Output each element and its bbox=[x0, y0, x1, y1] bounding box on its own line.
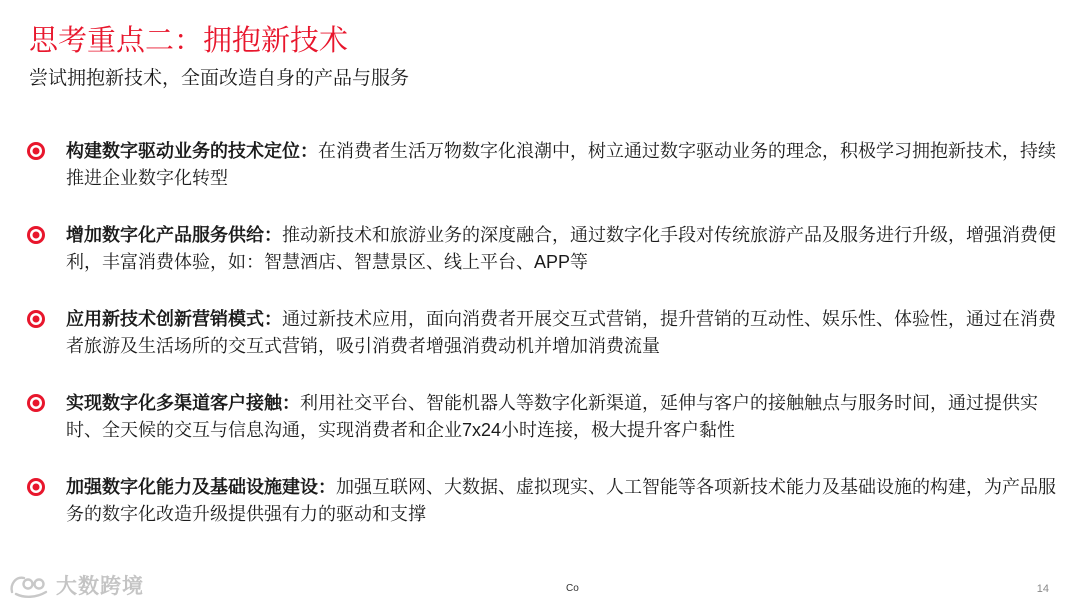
bullet-text: 利用社交平台、智能机器人等数字化新渠道，延伸与客户的接触触点与服务时间，通过提供实时、全天候的交互与信息沟通，实现消费者和企业7x24小时连接，极大提升客户黏性 bbox=[66, 393, 1038, 440]
bullet-heading: 构建数字驱动业务的技术定位： bbox=[66, 141, 318, 161]
page-number: 14 bbox=[1036, 583, 1049, 595]
target-bullet-icon bbox=[26, 477, 46, 497]
bullet-text: 在消费者生活万物数字化浪潮中，树立通过数字驱动业务的理念，积极学习拥抱新技术，持续推进企业数字化转型 bbox=[66, 141, 1056, 188]
footer-center-mark: Co bbox=[566, 583, 579, 594]
target-bullet-icon bbox=[26, 393, 46, 413]
watermark-logo bbox=[8, 570, 144, 600]
target-bullet-icon bbox=[26, 141, 46, 161]
bullet-text: 通过新技术应用，面向消费者开展交互式营销，提升营销的互动性、娱乐性、体验性，通过在消费者旅游及生活场所的交互式营销，吸引消费者增强消费动机并增加消费流量 bbox=[66, 309, 1056, 356]
bullet-text: 加强互联网、大数据、虚拟现实、人工智能等各项新技术能力及基础设施的构建，为产品服务的数字化改造升级提供强有力的驱动和支撑 bbox=[66, 477, 1056, 524]
watermark-logo-text: 大数跨境 bbox=[56, 575, 144, 598]
list-item bbox=[26, 390, 1056, 474]
bullet-heading: 增加数字化产品服务供给： bbox=[66, 225, 282, 245]
list-item bbox=[26, 306, 1056, 390]
target-bullet-icon bbox=[26, 225, 46, 245]
list-item bbox=[26, 138, 1056, 222]
watermark-logo-icon bbox=[8, 570, 50, 600]
bullet-heading: 实现数字化多渠道客户接触： bbox=[66, 393, 300, 413]
target-bullet-icon bbox=[26, 309, 46, 329]
list-item bbox=[26, 474, 1056, 558]
bullet-list bbox=[26, 138, 1056, 558]
bullet-heading: 应用新技术创新营销模式： bbox=[66, 309, 282, 329]
list-item bbox=[26, 222, 1056, 306]
slide-subtitle: 尝试拥抱新技术，全面改造自身的产品与服务 bbox=[29, 68, 410, 89]
bullet-text: 推动新技术和旅游业务的深度融合，通过数字化手段对传统旅游产品及服务进行升级，增强消费便利，丰富消费体验，如：智慧酒店、智慧景区、线上平台、APP等 bbox=[66, 225, 1056, 272]
bullet-heading: 加强数字化能力及基础设施建设： bbox=[66, 477, 336, 497]
slide-title: 思考重点二：拥抱新技术 bbox=[29, 25, 349, 57]
